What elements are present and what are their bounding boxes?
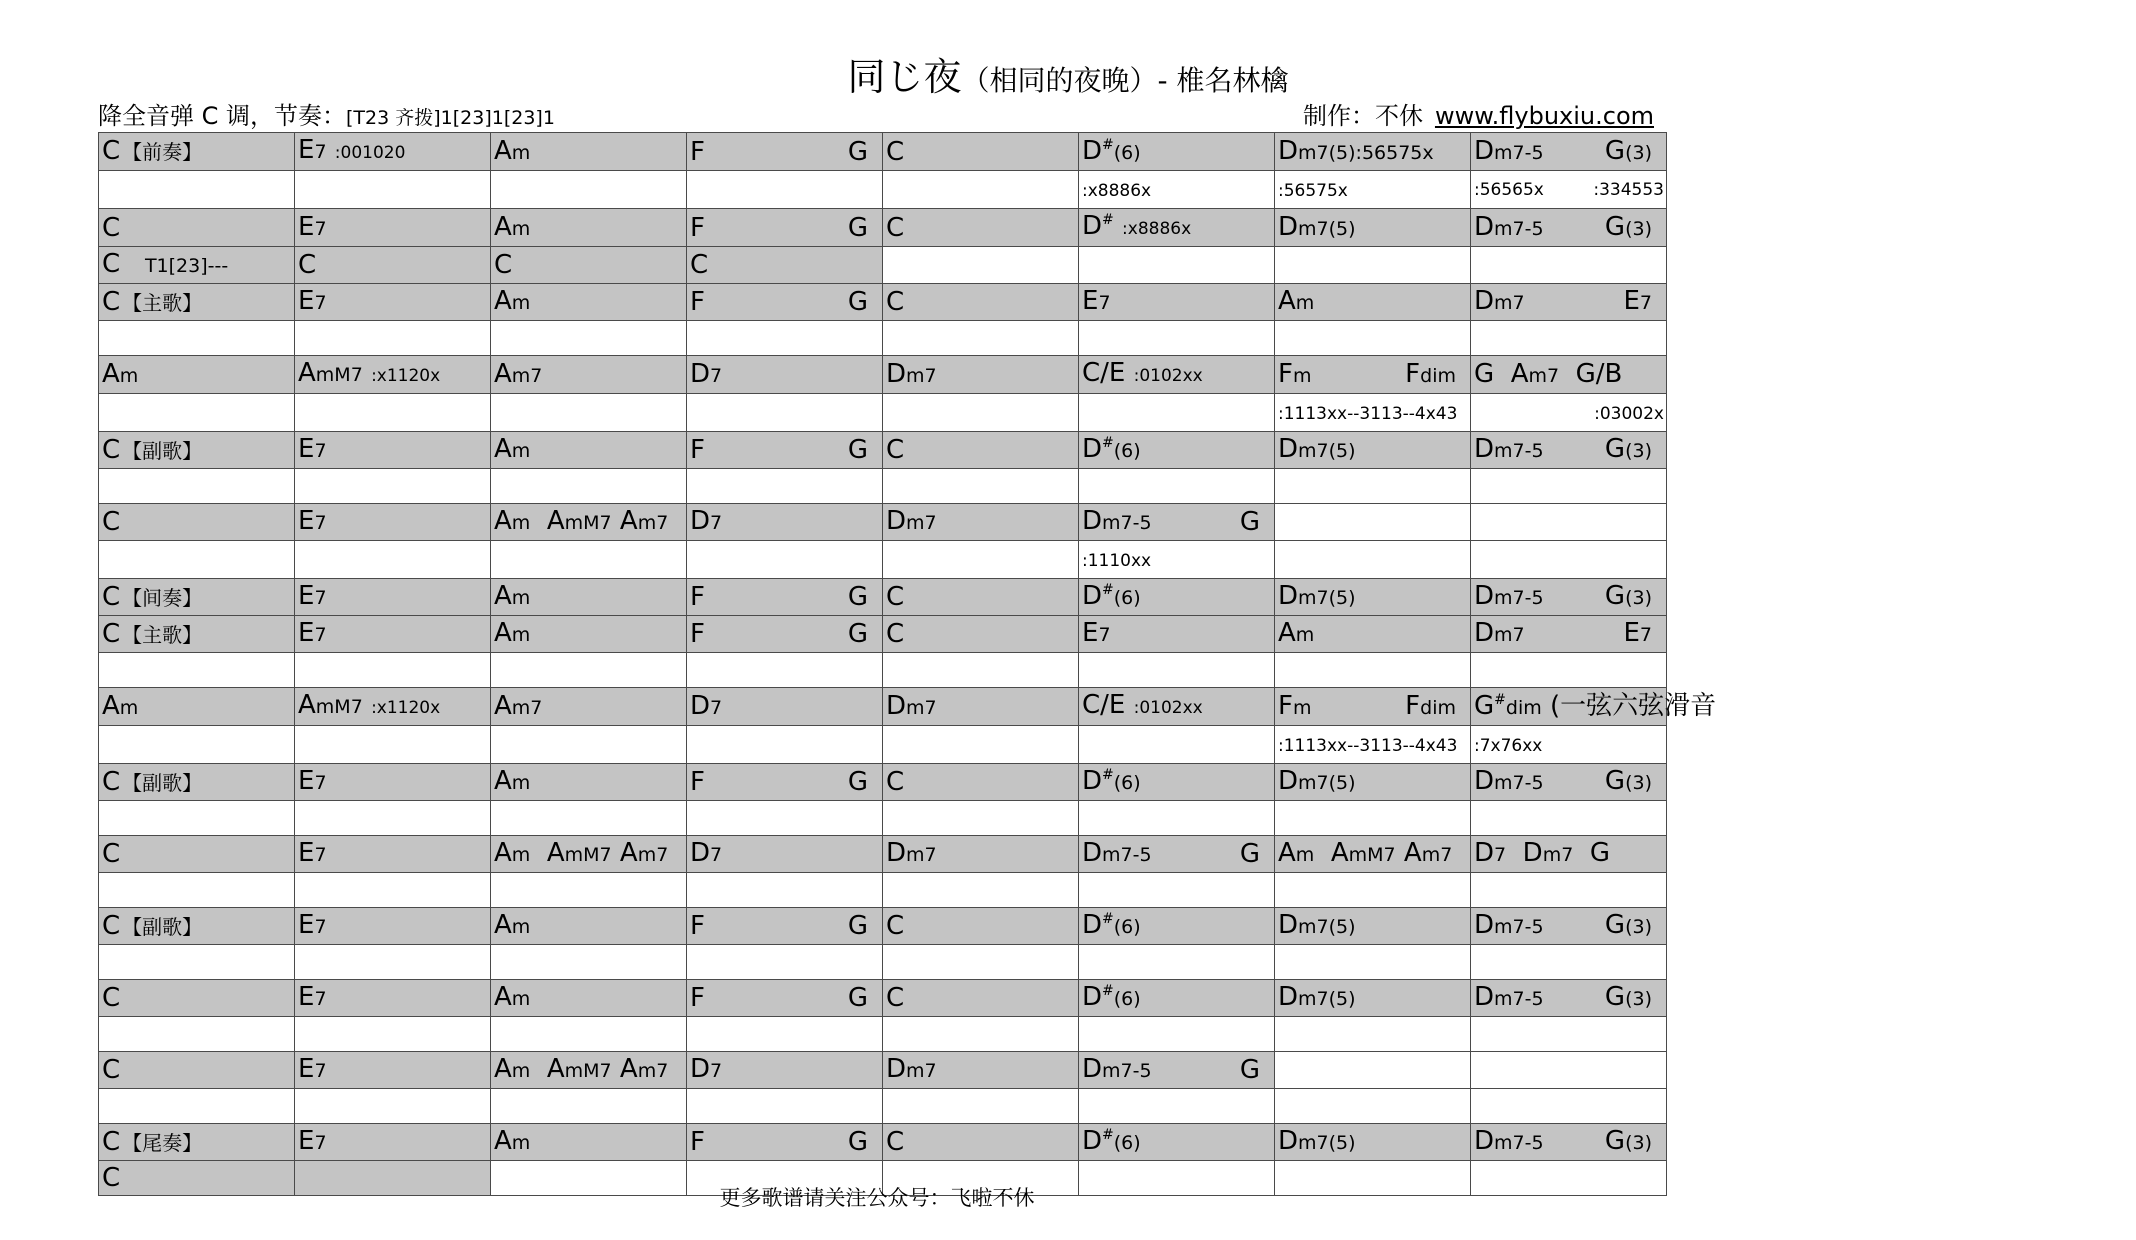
chart-cell — [491, 801, 687, 836]
song-title — [0, 46, 2136, 101]
chart-cell: Am — [491, 980, 687, 1017]
chart-cell — [883, 801, 1079, 836]
chart-cell: E7 — [295, 836, 491, 873]
chart-cell: E7 — [295, 908, 491, 945]
chart-cell: Fm Fdim — [1275, 688, 1471, 726]
chart-cell: Dm7-5 G(3) — [1471, 432, 1667, 469]
chart-cell: Dm7-5 G — [1079, 1052, 1275, 1089]
chart-cell: Dm7(5) — [1275, 209, 1471, 247]
chart-cell: Dm7-5 G(3) — [1471, 133, 1667, 171]
chart-cell — [883, 653, 1079, 688]
chart-cell: D#(6) — [1079, 980, 1275, 1017]
chart-cell — [1471, 1089, 1667, 1124]
chart-cell: F G — [687, 432, 883, 469]
chart-cell: E7 — [295, 284, 491, 321]
chart-cell — [99, 171, 295, 209]
chart-cell — [99, 1089, 295, 1124]
chart-cell — [295, 321, 491, 356]
chart-row — [99, 1124, 1667, 1161]
chart-cell — [1275, 1017, 1471, 1052]
chart-row — [99, 356, 1667, 394]
chart-cell: Am AmM7 Am7 — [491, 504, 687, 541]
chart-cell — [687, 469, 883, 504]
chart-cell: C — [491, 247, 687, 284]
chart-cell — [883, 469, 1079, 504]
chart-cell — [1471, 321, 1667, 356]
chart-cell: D7 — [687, 356, 883, 394]
chart-cell — [99, 945, 295, 980]
chart-row — [99, 836, 1667, 873]
chart-cell — [1275, 945, 1471, 980]
chart-cell: :03002x — [1471, 394, 1667, 432]
chart-cell: Dm7(5) — [1275, 980, 1471, 1017]
chart-cell: Am — [491, 284, 687, 321]
chart-cell: C 【尾奏】 — [99, 1124, 295, 1161]
key-info: 降全音弹 C 调，节奏： — [98, 102, 347, 130]
chart-cell — [295, 945, 491, 980]
chart-cell: F G — [687, 579, 883, 616]
key-and-rhythm — [98, 96, 555, 131]
chart-cell — [1471, 945, 1667, 980]
chart-cell: D#(6) — [1079, 1124, 1275, 1161]
chart-cell — [1079, 394, 1275, 432]
chart-cell — [99, 321, 295, 356]
chart-cell — [295, 469, 491, 504]
chart-row — [99, 616, 1667, 653]
chart-cell: E7 — [295, 616, 491, 653]
chart-cell — [1275, 801, 1471, 836]
chart-row — [99, 394, 1667, 432]
chart-cell: :1110xx — [1079, 541, 1275, 579]
chart-cell: Am AmM7 Am7 — [1275, 836, 1471, 873]
chart-cell: F G — [687, 616, 883, 653]
chart-cell: Dm7(5):56575x — [1275, 133, 1471, 171]
chart-cell — [99, 1017, 295, 1052]
chart-cell: Dm7 — [883, 1052, 1079, 1089]
chart-cell — [687, 873, 883, 908]
credit-line — [1303, 96, 1654, 131]
chart-cell — [491, 653, 687, 688]
chart-cell: Dm7(5) — [1275, 432, 1471, 469]
chart-cell: C — [99, 836, 295, 873]
chart-cell: Am — [491, 1124, 687, 1161]
chart-cell: C — [99, 1052, 295, 1089]
chart-cell: C T1[23]--- — [99, 247, 295, 284]
chart-cell — [1471, 1052, 1667, 1089]
chart-cell: C 【副歌】 — [99, 432, 295, 469]
chart-cell — [883, 171, 1079, 209]
chart-cell — [99, 801, 295, 836]
chart-cell: :1113xx--3113--4x43 — [1275, 394, 1471, 432]
chart-cell: C — [883, 616, 1079, 653]
chart-cell — [883, 873, 1079, 908]
chart-cell — [1079, 873, 1275, 908]
chart-cell — [491, 1017, 687, 1052]
chart-cell: C — [883, 764, 1079, 801]
chart-cell: F G — [687, 284, 883, 321]
chart-cell — [1275, 504, 1471, 541]
chart-cell: F G — [687, 980, 883, 1017]
chart-cell: D#(6) — [1079, 908, 1275, 945]
chart-cell: Am — [99, 688, 295, 726]
chart-cell — [1275, 247, 1471, 284]
chart-cell: C — [883, 980, 1079, 1017]
chart-cell: :x8886x — [1079, 171, 1275, 209]
chart-cell: C — [687, 247, 883, 284]
chart-cell: Am AmM7 Am7 — [491, 1052, 687, 1089]
credit-text: 制作：不休 — [1302, 102, 1423, 130]
chart-row — [99, 653, 1667, 688]
chart-cell: AmM7 :x1120x — [295, 688, 491, 726]
chart-cell — [1079, 1017, 1275, 1052]
chart-cell — [295, 1089, 491, 1124]
chart-cell: E7 — [295, 209, 491, 247]
chart-cell: C — [99, 504, 295, 541]
chart-cell: C — [883, 209, 1079, 247]
chart-cell — [687, 541, 883, 579]
chart-cell: Am — [1275, 616, 1471, 653]
chart-cell — [1079, 469, 1275, 504]
chart-cell — [1471, 541, 1667, 579]
chart-cell: F G — [687, 133, 883, 171]
chart-cell: D#(6) — [1079, 579, 1275, 616]
chart-cell — [1275, 1089, 1471, 1124]
chart-cell — [99, 541, 295, 579]
chart-cell: Dm7 E7 — [1471, 616, 1667, 653]
chart-cell: Am — [491, 908, 687, 945]
chart-cell: D7 — [687, 836, 883, 873]
chart-row — [99, 873, 1667, 908]
chart-cell — [1275, 541, 1471, 579]
chart-cell: F G — [687, 209, 883, 247]
chart-cell: D#(6) — [1079, 133, 1275, 171]
chart-row — [99, 801, 1667, 836]
chart-cell — [1471, 504, 1667, 541]
chart-cell: C 【间奏】 — [99, 579, 295, 616]
chart-cell: G Am7 G/B — [1471, 356, 1667, 394]
chart-cell: :1113xx--3113--4x43 — [1275, 726, 1471, 764]
chart-cell — [883, 1089, 1079, 1124]
footer-note: 更多歌谱请关注公众号：飞啦不休 — [719, 1186, 1035, 1210]
chart-cell: Am7 — [491, 356, 687, 394]
chart-cell: D# :x8886x — [1079, 209, 1275, 247]
chart-cell: C — [295, 247, 491, 284]
chart-cell — [687, 726, 883, 764]
chart-cell — [491, 541, 687, 579]
chart-cell: Am — [491, 764, 687, 801]
chart-cell: Dm7-5 G(3) — [1471, 1124, 1667, 1161]
chart-cell: F G — [687, 1124, 883, 1161]
chart-row — [99, 980, 1667, 1017]
chart-cell: Dm7 — [883, 504, 1079, 541]
chart-cell — [1275, 653, 1471, 688]
chart-cell — [295, 1017, 491, 1052]
chart-cell: Dm7-5 G(3) — [1471, 980, 1667, 1017]
chart-cell: D#(6) — [1079, 432, 1275, 469]
chart-cell: C — [883, 908, 1079, 945]
chart-cell — [491, 469, 687, 504]
chart-cell — [99, 469, 295, 504]
chart-cell: C — [99, 1161, 295, 1196]
chart-cell — [1275, 469, 1471, 504]
chart-cell: F G — [687, 908, 883, 945]
chart-cell: Am — [491, 579, 687, 616]
chart-cell: C 【副歌】 — [99, 908, 295, 945]
chart-cell — [687, 321, 883, 356]
chart-row — [99, 504, 1667, 541]
chart-cell: E7 :001020 — [295, 133, 491, 171]
chart-cell — [99, 394, 295, 432]
chart-cell — [1079, 945, 1275, 980]
chart-cell: C/E :0102xx — [1079, 356, 1275, 394]
chart-row — [99, 1089, 1667, 1124]
chart-cell: C — [883, 284, 1079, 321]
chart-cell — [491, 873, 687, 908]
chart-cell: Am — [491, 209, 687, 247]
chart-cell — [491, 321, 687, 356]
chart-cell: Dm7-5 G — [1079, 504, 1275, 541]
chart-cell — [295, 394, 491, 432]
chart-row — [99, 247, 1667, 284]
chart-cell: Am — [491, 133, 687, 171]
chart-cell — [883, 541, 1079, 579]
chart-cell — [883, 321, 1079, 356]
chart-cell — [883, 394, 1079, 432]
chart-cell: :7x76xx — [1471, 726, 1667, 764]
chart-cell: AmM7 :x1120x — [295, 356, 491, 394]
chart-cell: E7 — [295, 980, 491, 1017]
chart-cell — [687, 1089, 883, 1124]
chart-cell: E7 — [295, 1124, 491, 1161]
chart-cell: Dm7-5 G(3) — [1471, 908, 1667, 945]
chart-cell — [99, 653, 295, 688]
chart-cell — [295, 801, 491, 836]
chart-cell — [1275, 873, 1471, 908]
chart-row — [99, 688, 1667, 726]
chart-cell: C — [99, 209, 295, 247]
chart-row — [99, 764, 1667, 801]
chart-row — [99, 284, 1667, 321]
chart-cell: C 【副歌】 — [99, 764, 295, 801]
chart-cell — [99, 873, 295, 908]
title-main: 同じ夜 — [847, 55, 962, 99]
chart-cell: C 【前奏】 — [99, 133, 295, 171]
chart-cell — [1471, 1017, 1667, 1052]
chart-cell — [1079, 321, 1275, 356]
chart-cell — [1471, 873, 1667, 908]
chart-cell — [1471, 247, 1667, 284]
chart-cell — [1079, 247, 1275, 284]
chart-cell: D7 — [687, 688, 883, 726]
chart-cell — [883, 945, 1079, 980]
chart-cell: E7 — [295, 764, 491, 801]
site-link[interactable]: www.flybuxiu.com — [1434, 102, 1654, 130]
chart-cell: D7 Dm7 G — [1471, 836, 1667, 873]
chart-cell: Dm7 E7 — [1471, 284, 1667, 321]
chart-cell — [1079, 726, 1275, 764]
chart-cell: E7 — [295, 579, 491, 616]
chart-cell — [295, 726, 491, 764]
chart-cell: Dm7(5) — [1275, 908, 1471, 945]
chart-row — [99, 579, 1667, 616]
chart-cell: D7 — [687, 1052, 883, 1089]
chart-row — [99, 726, 1667, 764]
chart-cell — [295, 541, 491, 579]
chart-cell — [687, 1017, 883, 1052]
chart-cell — [883, 726, 1079, 764]
chart-cell: Dm7 — [883, 356, 1079, 394]
chart-cell: C — [883, 432, 1079, 469]
chart-row — [99, 133, 1667, 171]
chart-cell — [1471, 469, 1667, 504]
chart-cell: Dm7 — [883, 688, 1079, 726]
chart-cell — [687, 945, 883, 980]
chart-cell: D#(6) — [1079, 764, 1275, 801]
chart-cell: Am — [1275, 284, 1471, 321]
chart-cell — [295, 171, 491, 209]
chart-row — [99, 945, 1667, 980]
chart-cell — [491, 945, 687, 980]
chart-cell: G#dim (一弦六弦滑音 — [1471, 688, 1667, 726]
chart-cell: E7 — [295, 1052, 491, 1089]
chart-cell — [1471, 653, 1667, 688]
chart-cell: C — [883, 133, 1079, 171]
chart-cell: E7 — [295, 504, 491, 541]
chart-cell: Dm7-5 G — [1079, 836, 1275, 873]
chart-cell: :56565x :334553 — [1471, 171, 1667, 209]
chart-cell: Dm7-5 G(3) — [1471, 579, 1667, 616]
chart-cell: C 【主歌】 — [99, 284, 295, 321]
chart-cell: Dm7 — [883, 836, 1079, 873]
chart-cell: Dm7(5) — [1275, 1124, 1471, 1161]
chart-row — [99, 541, 1667, 579]
chart-cell — [1275, 1052, 1471, 1089]
chart-cell — [491, 394, 687, 432]
chart-row — [99, 908, 1667, 945]
chart-cell: Am AmM7 Am7 — [491, 836, 687, 873]
chart-row — [99, 432, 1667, 469]
chart-cell — [491, 171, 687, 209]
chart-cell — [687, 171, 883, 209]
chart-cell: C/E :0102xx — [1079, 688, 1275, 726]
chart-cell — [883, 247, 1079, 284]
chart-cell: F G — [687, 764, 883, 801]
chart-cell — [1471, 801, 1667, 836]
chart-cell — [687, 653, 883, 688]
chart-cell: Am — [491, 616, 687, 653]
chart-cell: Dm7-5 G(3) — [1471, 764, 1667, 801]
chart-cell: D7 — [687, 504, 883, 541]
chart-row — [99, 469, 1667, 504]
chord-chart-table — [98, 132, 1717, 1196]
chart-cell: Am — [99, 356, 295, 394]
chart-cell: :56575x — [1275, 171, 1471, 209]
chart-cell: Am — [491, 432, 687, 469]
chart-cell: Dm7(5) — [1275, 764, 1471, 801]
chart-cell — [295, 873, 491, 908]
chart-row — [99, 1052, 1667, 1089]
chart-cell — [687, 394, 883, 432]
chart-cell: C — [99, 980, 295, 1017]
chart-cell — [1079, 1089, 1275, 1124]
chart-cell — [491, 726, 687, 764]
title-sub: （相同的夜晚）- 椎名林檎 — [961, 64, 1289, 97]
chart-row — [99, 321, 1667, 356]
chart-cell: E7 — [1079, 616, 1275, 653]
chart-cell — [1079, 653, 1275, 688]
chart-cell: Dm7-5 G(3) — [1471, 209, 1667, 247]
chart-cell — [295, 653, 491, 688]
chart-cell — [1079, 801, 1275, 836]
chart-cell: Fm Fdim — [1275, 356, 1471, 394]
chart-cell: E7 — [295, 432, 491, 469]
chart-cell — [1275, 321, 1471, 356]
chart-cell — [687, 801, 883, 836]
chart-cell — [99, 726, 295, 764]
chart-cell: Dm7(5) — [1275, 579, 1471, 616]
chart-cell: C — [883, 579, 1079, 616]
rhythm-pattern: [T23 齐拨]1[23]1[23]1 — [346, 107, 555, 129]
chart-row — [99, 171, 1667, 209]
chart-cell: C 【主歌】 — [99, 616, 295, 653]
chart-cell: Am7 — [491, 688, 687, 726]
chart-cell — [491, 1089, 687, 1124]
chart-row — [99, 1017, 1667, 1052]
chart-cell: E7 — [1079, 284, 1275, 321]
chart-cell: C — [883, 1124, 1079, 1161]
chart-row — [99, 209, 1667, 247]
chart-cell — [883, 1017, 1079, 1052]
